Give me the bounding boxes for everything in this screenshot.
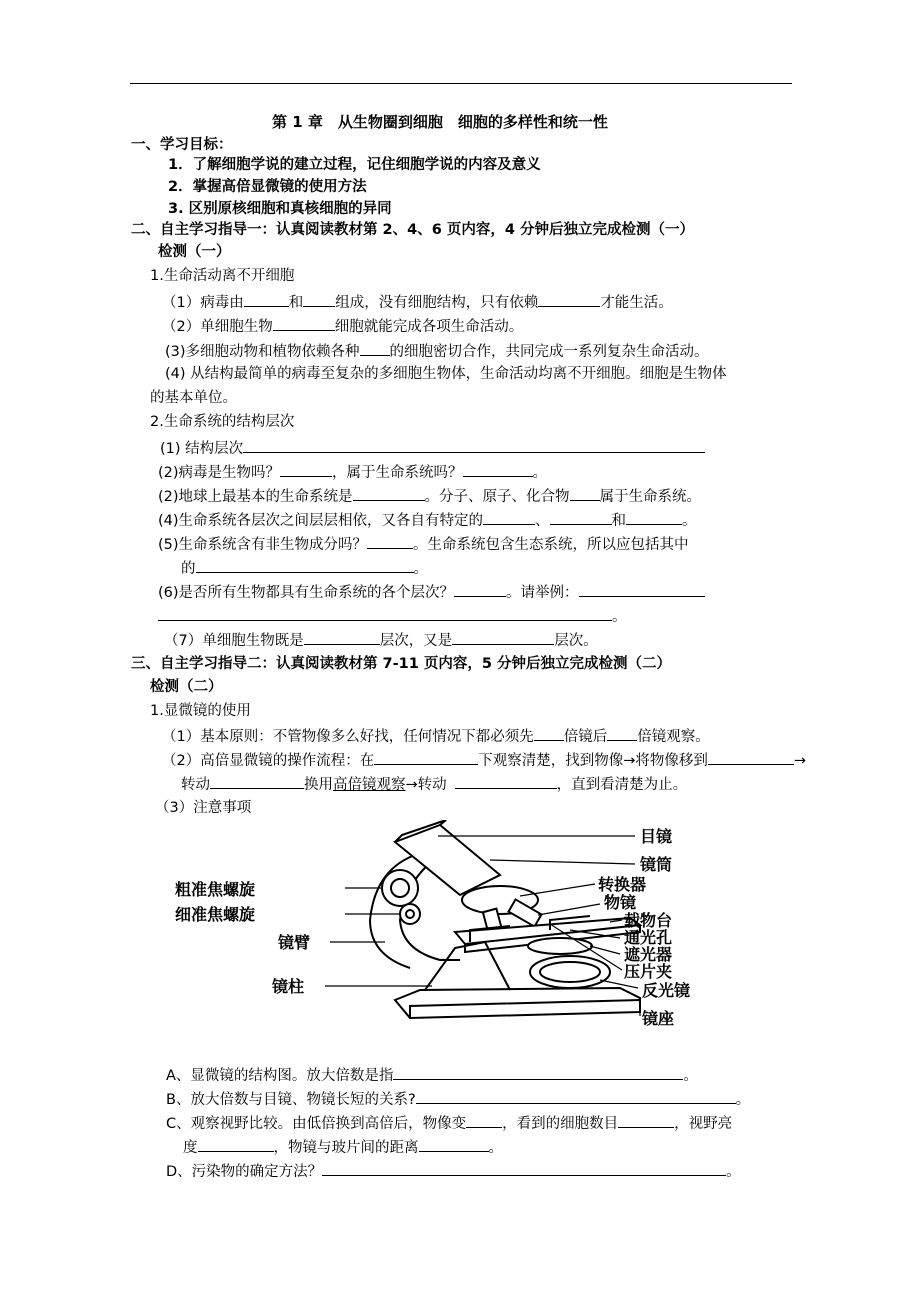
guide1-heading: 二、自主学习指导一：认真阅读教材第 2、4、6 页内容，4 分钟后独立完成检测（一） (131, 222, 694, 238)
q2-title: 2.生命系统的结构层次 (150, 414, 295, 430)
blank[interactable] (416, 1088, 736, 1104)
m-line3: 转动 换用高倍镜观察→转动 ，直到看清楚为止。 (181, 773, 687, 795)
page-title: 第 1 章 从生物圈到细胞 细胞的多样性和统一性 (272, 113, 608, 131)
q2-line1: (1) 结构层次 (160, 437, 705, 459)
blank[interactable] (322, 1160, 726, 1176)
label-eyepiece: 目镜 (640, 827, 673, 846)
blank[interactable] (304, 629, 380, 645)
blank[interactable] (466, 1112, 502, 1128)
m-line4: （3）注意事项 (155, 800, 252, 816)
blank[interactable] (367, 533, 413, 549)
goal-item: 1．了解细胞学说的建立过程，记住细胞学说的内容及意义 (168, 157, 541, 173)
label-aperture: 通光孔 (624, 928, 673, 947)
q2-line6b: 。 (158, 605, 627, 627)
note-d: D、污染物的确定方法？ 。 (166, 1160, 741, 1182)
blank[interactable] (534, 725, 564, 741)
blank[interactable] (393, 1064, 683, 1080)
top-rule (130, 83, 792, 84)
blank[interactable] (455, 773, 557, 789)
blank[interactable] (243, 437, 705, 453)
blank[interactable] (244, 291, 289, 307)
q1-line3: (3)多细胞动物和植物依赖各种 的细胞密切合作，共同完成一系列复杂生命活动。 (165, 340, 709, 362)
blank[interactable] (280, 461, 332, 477)
microscope-diagram (170, 820, 770, 1038)
blank[interactable] (570, 485, 600, 501)
label-stage: 载物台 (624, 911, 673, 930)
note-c: C、观察视野比较。由低倍换到高倍后，物像变 ，看到的细胞数目 ，视野亮 (166, 1112, 732, 1134)
m-line1: （1）基本原则：不管物像多么好找，任何情况下都必须先 倍镜后 倍镜观察。 (162, 725, 710, 747)
note-b: B、放大倍数与目镜、物镜长短的关系? 。 (166, 1088, 750, 1110)
blank[interactable] (273, 315, 335, 331)
m-line2: （2）高倍显微镜的操作流程：在 下观察清楚，找到物像→将物像移到 → (162, 749, 806, 771)
label-tube: 镜筒 (640, 855, 673, 874)
q2-line2: (2)病毒是生物吗？ ，属于生命系统吗？ 。 (158, 461, 547, 483)
blank[interactable] (579, 581, 705, 597)
blank[interactable] (196, 557, 414, 573)
q2-line5b: 的 。 (181, 557, 428, 579)
blank[interactable] (607, 725, 637, 741)
q1-line1: （1）病毒由 和 组成，没有细胞结构，只有依赖 才能生活。 (162, 291, 673, 313)
label-base: 镜座 (642, 1009, 675, 1028)
label-diaphragm: 遮光器 (624, 945, 673, 964)
blank[interactable] (483, 509, 535, 525)
label-coarse-knob: 粗准焦螺旋 (175, 880, 256, 899)
q1-title: 1.生命活动离不开细胞 (150, 268, 295, 284)
label-objective: 物镜 (604, 893, 637, 912)
goal-item: 2．掌握高倍显微镜的使用方法 (168, 179, 367, 195)
goals-heading: 一、学习目标： (131, 137, 233, 153)
q2-line7: （7）单细胞生物既是 层次，又是 层次。 (164, 629, 598, 651)
blank[interactable] (374, 749, 478, 765)
blank[interactable] (210, 773, 304, 789)
blank[interactable] (618, 1112, 674, 1128)
microscope-title: 1.显微镜的使用 (150, 703, 251, 719)
blank[interactable] (360, 340, 390, 356)
q2-line5: (5)生命系统含有非生物成分吗？ 。生命系统包含生态系统，所以应包括其中 (158, 533, 689, 555)
blank[interactable] (303, 291, 335, 307)
q1-line4b: 的基本单位。 (150, 390, 237, 406)
label-revolver: 转换器 (598, 875, 647, 894)
blank[interactable] (419, 1136, 489, 1152)
q1-line4: (4) 从结构最简单的病毒至复杂的多细胞生物体，生命活动均离不开细胞。细胞是生物体 (165, 366, 727, 382)
label-fine-knob: 细准焦螺旋 (175, 905, 256, 924)
blank[interactable] (158, 605, 612, 621)
label-mirror: 反光镜 (642, 981, 691, 1000)
check2-label: 检测（二） (150, 679, 223, 695)
q2-line4: (4)生命系统各层次之间层层相依，又各自有特定的 、 和 。 (158, 509, 697, 531)
note-c2: 度 ，物镜与玻片间的距离 。 (183, 1136, 503, 1158)
check1-label: 检测（一） (158, 244, 231, 260)
blank[interactable] (538, 291, 600, 307)
blank[interactable] (198, 1136, 274, 1152)
goal-item: 3. 区别原核细胞和真核细胞的异同 (168, 201, 392, 217)
label-pillar: 镜柱 (272, 977, 305, 996)
blank[interactable] (452, 629, 554, 645)
q2-line3: (2)地球上最基本的生命系统是 。分子、原子、化合物 属于生命系统。 (158, 485, 701, 507)
label-arm: 镜臂 (278, 933, 311, 952)
guide2-heading: 三、自主学习指导二：认真阅读教材第 7-11 页内容，5 分钟后独立完成检测（二） (131, 656, 672, 672)
blank[interactable] (454, 581, 506, 597)
label-clip: 压片夹 (624, 962, 673, 981)
blank[interactable] (550, 509, 612, 525)
blank[interactable] (626, 509, 682, 525)
q1-line2: （2）单细胞生物 细胞就能完成各项生命活动。 (162, 315, 523, 337)
note-a: A、显微镜的结构图。放大倍数是指 。 (166, 1064, 698, 1086)
blank[interactable] (708, 749, 794, 765)
blank[interactable] (463, 461, 533, 477)
blank[interactable] (353, 485, 425, 501)
q2-line6: (6)是否所有生物都具有生命系统的各个层次？ 。请举例： (158, 581, 705, 603)
